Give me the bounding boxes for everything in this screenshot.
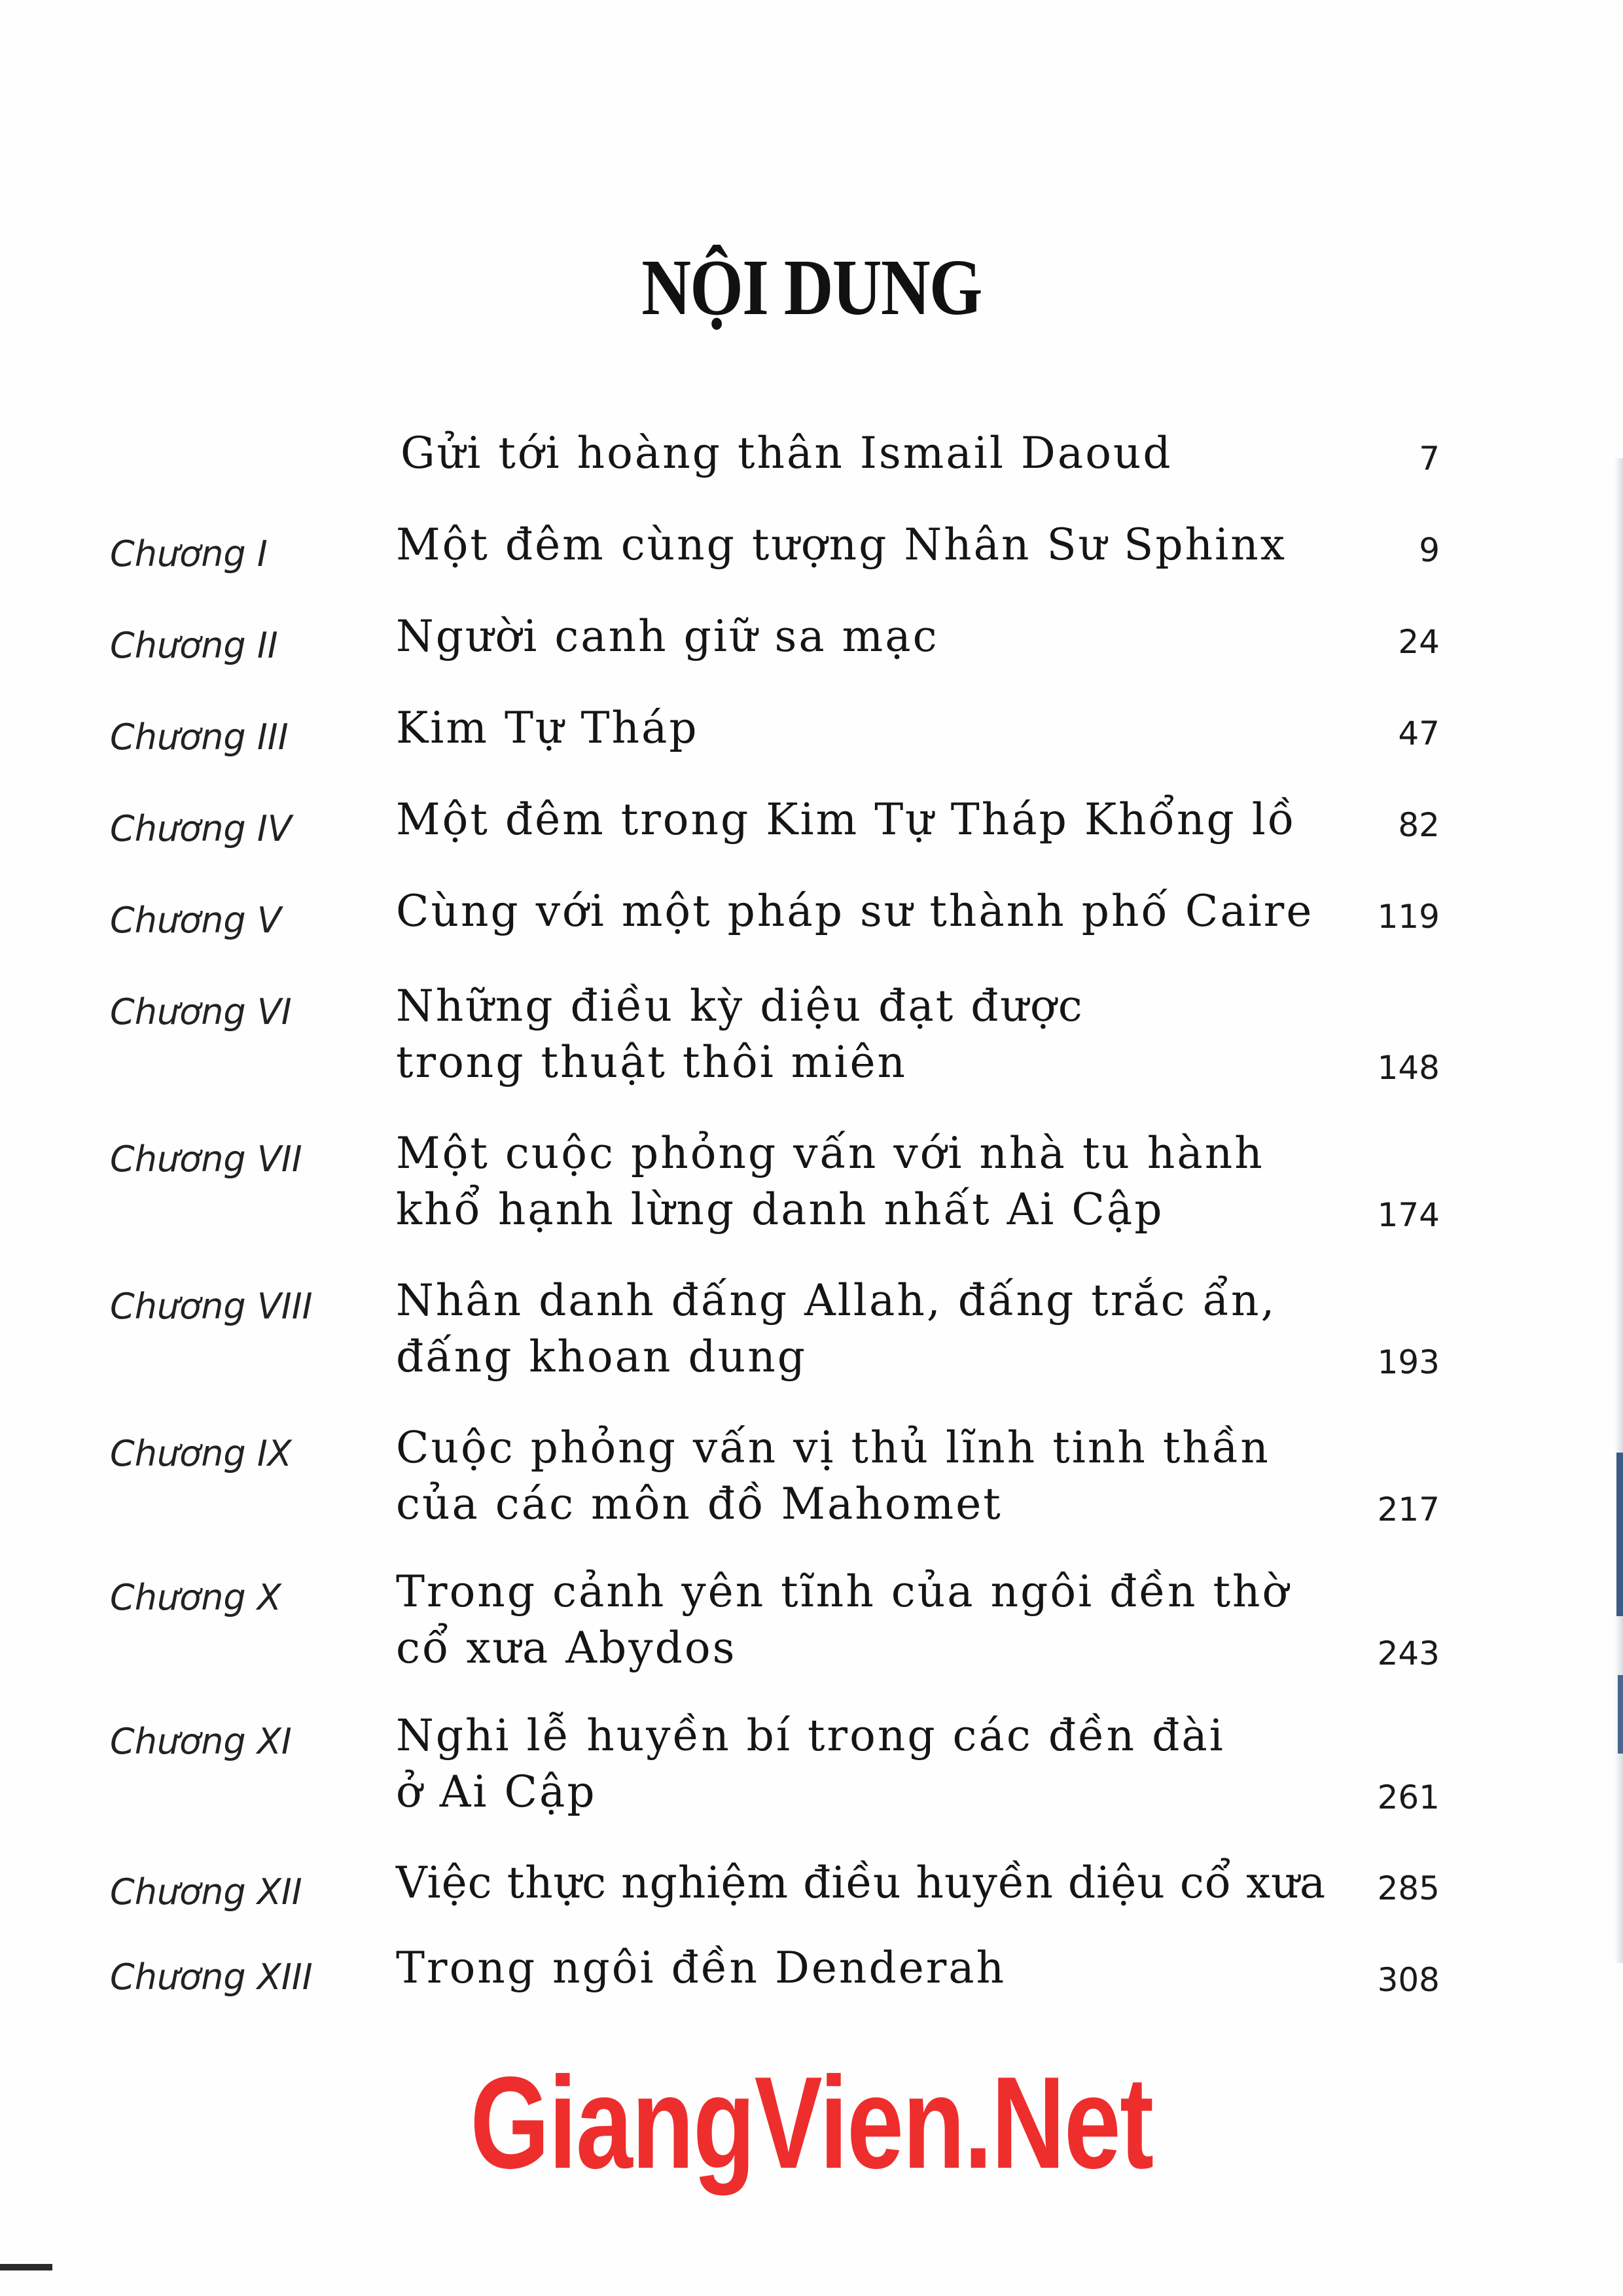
toc-entry-line: Cùng với một pháp sư thành phố Caire: [396, 886, 1314, 936]
toc-entry-line: Những điều kỳ diệu đạt được: [396, 981, 1084, 1031]
chapter-label: Chương VIII: [110, 1286, 313, 1327]
toc-entry-title: [396, 978, 1084, 1091]
toc-entry-title: [396, 792, 1296, 848]
toc-page-number: 119: [1377, 898, 1440, 936]
toc-entry-line: Gửi tới hoàng thân Ismail Daoud: [401, 428, 1173, 478]
toc-entry-line: Một cuộc phỏng vấn với nhà tu hành: [396, 1128, 1264, 1178]
chapter-label: Chương II: [110, 625, 278, 666]
toc-entry-line: Trong cảnh yên tĩnh của ngôi đền thờ: [396, 1566, 1291, 1617]
toc-entry-title: [396, 1708, 1225, 1820]
toc-entry-line: ở Ai Cập: [396, 1767, 597, 1817]
toc-page-number: 7: [1419, 440, 1440, 478]
toc-entry-title: [396, 1125, 1264, 1238]
site-watermark: GiangVien.Net: [470, 2050, 1153, 2196]
chapter-label: Chương I: [110, 533, 268, 574]
chapter-label: Chương IV: [110, 808, 292, 849]
chapter-label: Chương XII: [110, 1871, 302, 1913]
toc-page-number: 217: [1377, 1491, 1440, 1528]
toc-page-number: 24: [1398, 623, 1440, 661]
toc-page-number: 261: [1377, 1778, 1440, 1816]
toc-entry-title: [396, 700, 699, 756]
chapter-label: Chương IX: [110, 1433, 292, 1474]
chapter-label: Chương VII: [110, 1139, 302, 1180]
toc-page-number: 174: [1377, 1196, 1440, 1234]
toc-page-number: 308: [1377, 1961, 1440, 1999]
chapter-label: Chương XI: [110, 1721, 292, 1762]
book-spine-edge: [1618, 1675, 1623, 1754]
toc-entry-title: [396, 1564, 1290, 1676]
toc-entry-line: Nghi lễ huyền bí trong các đền đài: [396, 1710, 1225, 1761]
toc-page-number: 9: [1419, 531, 1440, 569]
toc-entry-line: Kim Tự Tháp: [396, 703, 699, 753]
toc-entry-title: [396, 609, 939, 665]
toc-entry-title: [396, 1273, 1277, 1385]
toc-page-number: 47: [1398, 715, 1440, 752]
toc-page-number: 193: [1377, 1343, 1440, 1381]
toc-entry-title: [396, 1855, 1326, 1911]
page-edge-shadow: [1614, 458, 1623, 1963]
toc-entry-line: Một đêm trong Kim Tự Tháp Khổng lồ: [396, 794, 1296, 845]
chapter-label: Chương V: [110, 900, 281, 941]
toc-entry-title: [396, 1940, 1006, 1996]
chapter-label: Chương X: [110, 1577, 281, 1618]
page-title: NỘI DUNG: [641, 243, 982, 332]
scan-corner-mark: [0, 2264, 52, 2270]
toc-entry-line: đấng khoan dung: [396, 1332, 808, 1382]
toc-entry-line: Một đêm cùng tượng Nhân Sư Sphinx: [396, 520, 1287, 570]
book-spine-edge: [1616, 1453, 1623, 1616]
toc-entry-line: trong thuật thôi miên: [396, 1037, 908, 1087]
toc-entry-line: Trong ngôi đền Denderah: [396, 1943, 1007, 1993]
toc-page-number: 285: [1377, 1869, 1440, 1907]
toc-entry-line: Người canh giữ sa mạc: [396, 611, 939, 662]
chapter-label: Chương VI: [110, 991, 292, 1033]
toc-entry-line: Cuộc phỏng vấn vị thủ lĩnh tinh thần: [396, 1422, 1270, 1473]
toc-page-number: 148: [1377, 1049, 1440, 1087]
toc-entry-title: [396, 883, 1313, 940]
toc-entry-title: [396, 1420, 1270, 1532]
toc-entry-title: [401, 425, 1173, 482]
toc-page-number: 243: [1377, 1634, 1440, 1672]
toc-page-number: 82: [1398, 806, 1440, 844]
chapter-label: Chương III: [110, 716, 289, 758]
toc-entry-title: [396, 517, 1287, 573]
chapter-label: Chương XIII: [110, 1956, 313, 1998]
toc-entry-line: cổ xưa Abydos: [396, 1623, 737, 1673]
toc-entry-line: Nhân danh đấng Allah, đấng trắc ẩn,: [396, 1275, 1277, 1326]
toc-entry-line: của các môn đồ Mahomet: [396, 1479, 1003, 1529]
toc-entry-line: khổ hạnh lừng danh nhất Ai Cập: [396, 1184, 1164, 1235]
toc-entry-line: Việc thực nghiệm điều huyền diệu cổ xưa: [396, 1858, 1327, 1908]
